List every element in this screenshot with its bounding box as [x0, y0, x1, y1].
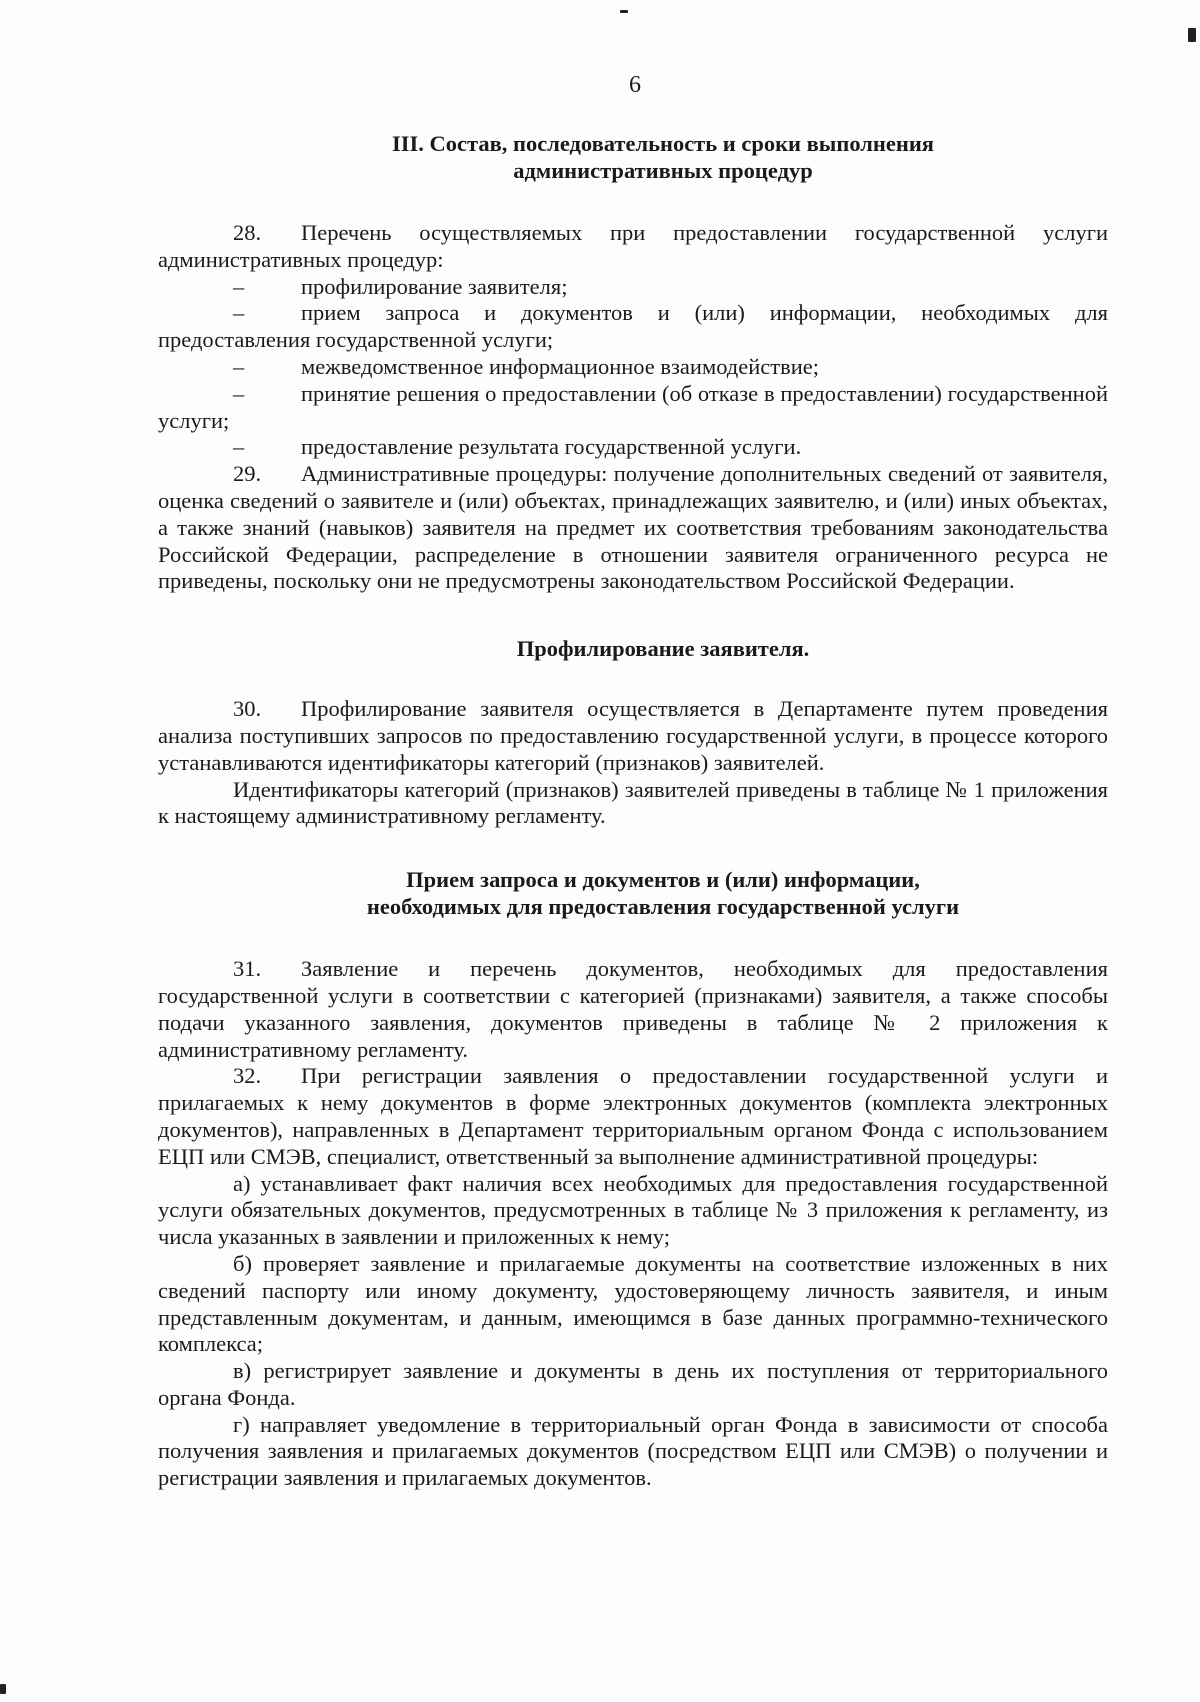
paragraph-32 — [158, 1063, 1108, 1170]
scan-speck — [620, 10, 628, 13]
paragraph-text: При регистрации заявления о предоставлении государственной услуги и прилагаемых к нему документов в форме электронных документов (комплекта электронных документов), направленных в Департамент территориальным органом Фонда с использованием ЕЦП или СМЭВ, специалист, ответственный за выполнение административной процедуры: — [158, 1063, 1108, 1169]
paragraph-text: Административные процедуры: получение дополнительных сведений от заявителя, оценка сведений о заявителе и (или) объектах, принадлежащих заявителю, и (или) иных объектах, а также знаний (навыков) заявителя на предмет их соответствия требованиям законодательства Российской Федерации, распределение в отношении заявителя ограниченного ресурса не приведены, поскольку они не предусмотрены законодательством Российской Федерации. — [158, 461, 1108, 594]
list-dash: – — [233, 273, 245, 299]
paragraph-30-continued: Идентификаторы категорий (признаков) заявителей приведены в таблице № 1 приложения к настоящему административному регламенту. — [158, 776, 1108, 829]
subitem-b: б) проверяет заявление и прилагаемые документы на соответствие изложенных в них сведений паспорту или иному документу, удостоверяющему личность заявителя, и иным представленным документам, и данным, имеющимся в базе данных программно-технического комплекса; — [158, 1250, 1108, 1357]
list-item — [158, 300, 1108, 354]
paragraph-number: 30. — [233, 696, 262, 722]
section-heading-reception — [158, 866, 1108, 920]
section-heading-procedures — [158, 130, 1108, 184]
subitem-v: в) регистрирует заявление и документы в день их поступления от территориального органа Фонда. — [158, 1358, 1108, 1410]
paragraph-28 — [158, 220, 1108, 274]
scan-speck — [1188, 28, 1196, 42]
paragraph-number: 29. — [233, 461, 262, 487]
paragraph-number: 32. — [233, 1063, 262, 1089]
heading-line: III. Состав, последовательность и сроки выполнения — [392, 131, 934, 156]
paragraph-text: Профилирование заявителя осуществляется в Департаменте путем проведения анализа поступивших запросов по предоставлению государственной услуги, в процессе которого устанавливаются идентификаторы категорий (признаков) заявителей. — [158, 696, 1108, 775]
list-dash: – — [233, 353, 245, 379]
paragraph-30 — [158, 696, 1108, 776]
list-item — [158, 354, 1108, 381]
list-item-text: принятие решения о предоставлении (об отказе в предоставлении) государственной услуги; — [158, 380, 1108, 433]
scan-speck — [0, 1684, 6, 1694]
paragraph-29 — [158, 461, 1108, 595]
list-dash: – — [233, 434, 245, 460]
list-item — [158, 381, 1108, 435]
paragraph-number: 31. — [233, 956, 262, 982]
list-item-text: профилирование заявителя; — [301, 273, 568, 299]
list-item — [158, 434, 1108, 461]
heading-line: административных процедур — [513, 158, 813, 183]
page-number: 6 — [629, 72, 641, 98]
section-heading-profiling — [158, 635, 1108, 662]
subitem-a: а) устанавливает факт наличия всех необходимых для предоставления государственной услуги обязательных документов, предусмотренных в таблице № 3 приложения к регламенту, из числа указанных в заявлении и приложенных к нему; — [158, 1170, 1108, 1250]
list-item — [158, 274, 1108, 301]
list-item-text: межведомственное информационное взаимодействие; — [301, 353, 819, 379]
paragraph-text: Перечень осуществляемых при предоставлении государственной услуги административных процедур: — [158, 220, 1108, 272]
subitem-g: г) направляет уведомление в территориальный орган Фонда в зависимости от способа получения заявления и прилагаемых документов (посредством ЕЦП или СМЭВ) о получении и регистрации заявления и прилагаемых документов. — [158, 1411, 1108, 1491]
paragraph-text: Заявление и перечень документов, необходимых для предоставления государственной услуги в соответствии с категорией (признаками) заявителя, а также способы подачи указанного заявления, документов приведены в таблице № 2 приложения к административному регламенту. — [158, 956, 1108, 1062]
list-item-text: прием запроса и документов и (или) информации, необходимых для предоставления государственной услуги; — [158, 300, 1108, 353]
document-body — [158, 130, 1108, 1492]
paragraph-31 — [158, 956, 1108, 1063]
heading-line: необходимых для предоставления государственной услуги — [366, 894, 960, 920]
list-item-text: предоставление результата государственной услуги. — [301, 434, 802, 460]
list-dash: – — [233, 300, 245, 326]
heading-line: Прием запроса и документов и (или) информации, — [406, 867, 920, 893]
list-dash: – — [233, 380, 245, 406]
paragraph-number: 28. — [233, 220, 262, 245]
heading-line: Профилирование заявителя. — [516, 636, 810, 662]
